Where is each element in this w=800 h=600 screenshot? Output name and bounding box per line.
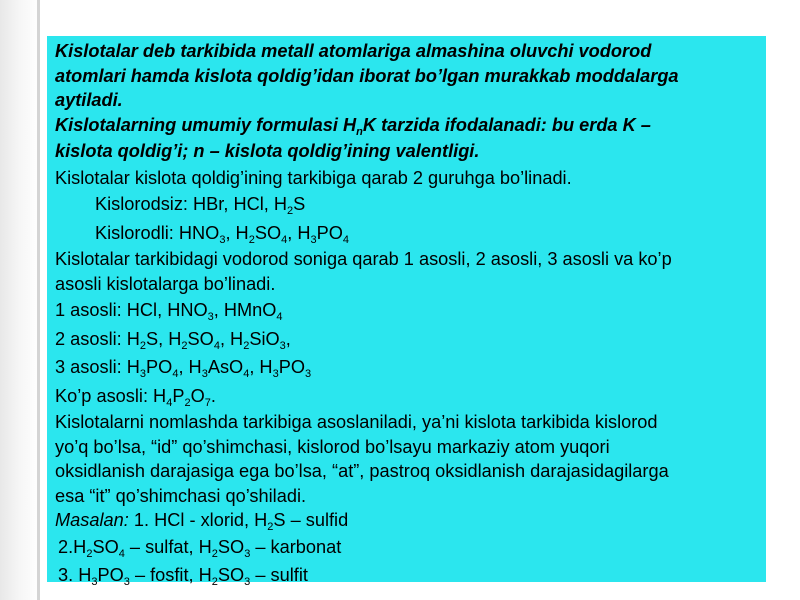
text-part: PO bbox=[316, 222, 343, 243]
oxygenless-acids bbox=[55, 190, 758, 219]
text-part: – sulfit bbox=[250, 565, 308, 585]
text-part: PO bbox=[97, 565, 124, 585]
sub: 3 bbox=[304, 368, 312, 380]
text-part: AsO bbox=[207, 357, 244, 377]
text-part: PO bbox=[278, 357, 305, 377]
sub: 4 bbox=[172, 368, 179, 380]
text-part: S, H bbox=[146, 328, 182, 349]
sub: 2 bbox=[248, 233, 255, 246]
naming-line-2: yo’q bo’lsa, “id” qo’shimchasi, kislorod bo’lsayu markaziy atom yuqori bbox=[55, 436, 610, 457]
sub: 3 bbox=[219, 233, 226, 246]
sub: 7 bbox=[204, 396, 211, 409]
sub: 2 bbox=[184, 396, 191, 409]
sub: 2 bbox=[267, 521, 274, 533]
naming-line-1: Kislotalarni nomlashda tarkibiga asoslaniladi, ya’ni kislota tarkibida kislorod bbox=[55, 412, 658, 432]
sub: 3 bbox=[244, 576, 251, 588]
examples-label: Masalan: bbox=[55, 510, 129, 530]
example-1 bbox=[55, 508, 758, 533]
definition-line-1: Kislotalar deb tarkibida metall atomlariga almashina oluvchi vodorod bbox=[55, 41, 652, 61]
text-part: PO bbox=[146, 357, 173, 377]
sub: 2 bbox=[181, 339, 188, 352]
text-part: SO bbox=[217, 536, 245, 557]
grouping-intro: Kislotalar kislota qoldig’ining tarkibiga qarab 2 guruhga bo’linadi. bbox=[55, 167, 572, 188]
text-part: 2.H bbox=[58, 536, 87, 557]
sub: 3 bbox=[207, 311, 214, 323]
text-part: SiO bbox=[249, 328, 280, 349]
sub: 3 bbox=[91, 576, 98, 588]
sub: 3 bbox=[123, 576, 130, 588]
text-part: , H bbox=[178, 357, 202, 377]
text-part: 1 asosli: HCl, HNO bbox=[55, 300, 208, 320]
text-part: 3 asosli: H bbox=[55, 357, 140, 377]
text-part: , H bbox=[249, 357, 273, 377]
text-part: 2 asosli: H bbox=[55, 328, 140, 349]
sub: 3 bbox=[244, 547, 251, 560]
text-part: P bbox=[172, 385, 185, 406]
left-shade-strip bbox=[0, 0, 40, 600]
polybasic-acids bbox=[55, 382, 758, 411]
sub: 4 bbox=[166, 396, 173, 409]
text-part: – karbonat bbox=[250, 536, 342, 557]
tribasic-acids bbox=[55, 353, 758, 382]
sub: 4 bbox=[213, 339, 220, 352]
text-part: 1. HCl - xlorid, H bbox=[133, 510, 268, 530]
sub: 4 bbox=[342, 233, 349, 246]
oxy-label: Kislorodli: HNO bbox=[95, 222, 220, 243]
text-part: SO bbox=[217, 565, 245, 585]
sub: 2 bbox=[139, 339, 147, 352]
naming-line-4: esa “it” qo’shimchasi qo’shiladi. bbox=[55, 485, 307, 506]
text-part: SO bbox=[187, 328, 214, 349]
text-part: , H bbox=[225, 222, 249, 243]
oxygenless-label: Kislorodsiz: HBr, HCl, H bbox=[95, 194, 288, 214]
formula-suffix: K tarzida ifodalanadi: bu erda K – bbox=[362, 114, 651, 135]
formula-line-1 bbox=[55, 113, 758, 138]
text-part: , H bbox=[219, 328, 244, 349]
text-part: , HMnO bbox=[213, 300, 277, 320]
sub: 2 bbox=[243, 339, 250, 352]
text-panel bbox=[47, 36, 766, 588]
sub: 2 bbox=[86, 547, 93, 560]
text-part: , H bbox=[287, 222, 311, 243]
sub: 4 bbox=[276, 311, 283, 323]
sub: 4 bbox=[118, 547, 125, 560]
sub: 4 bbox=[243, 368, 250, 380]
text-part: – fosfit, H bbox=[129, 565, 212, 585]
sub: 3 bbox=[201, 368, 208, 380]
sub: 3 bbox=[279, 339, 286, 352]
sub: 3 bbox=[139, 368, 147, 380]
sub: 4 bbox=[281, 233, 288, 246]
example-2 bbox=[58, 533, 758, 562]
text-part: – sulfat, H bbox=[124, 536, 212, 557]
definition-line-2: atomlari hamda kislota qoldig’idan iborat bo’lgan murakkab moddalarga bbox=[55, 65, 679, 86]
text-part: SO bbox=[92, 536, 119, 557]
dibasic-acids bbox=[55, 325, 758, 354]
text-part: SO bbox=[254, 222, 282, 243]
oxygen-acids bbox=[55, 219, 758, 248]
text-part: S bbox=[293, 194, 306, 214]
naming-line-3: oksidlanish darajasiga ega bo’lsa, “at”, pastroq oksidlanish darajasidagilarga bbox=[55, 461, 669, 481]
formula-sub: n bbox=[356, 125, 363, 138]
text-part: Ko’p asosli: H bbox=[55, 385, 167, 406]
sub: 3 bbox=[272, 368, 279, 380]
text-part: 3. H bbox=[58, 565, 92, 585]
basicity-intro-2: asosli kislotalarga bo’linadi. bbox=[55, 273, 276, 294]
example-3 bbox=[58, 561, 758, 590]
text-part: O bbox=[190, 385, 205, 406]
sub: 3 bbox=[310, 233, 317, 246]
monobasic-acids bbox=[55, 296, 758, 325]
definition-line-3: aytiladi. bbox=[55, 90, 123, 110]
sub: 2 bbox=[211, 576, 218, 588]
sub: 2 bbox=[287, 205, 294, 217]
basicity-intro-1: Kislotalar tarkibidagi vodorod soniga qarab 1 asosli, 2 asosli, 3 asosli va ko’p bbox=[55, 249, 672, 269]
sub: 2 bbox=[211, 547, 218, 560]
text-part: S – sulfid bbox=[273, 510, 349, 530]
text-part: , bbox=[285, 328, 291, 349]
formula-prefix: Kislotalarning umumiy formulasi H bbox=[55, 114, 357, 135]
text-part: . bbox=[210, 385, 216, 406]
formula-line-2: kislota qoldig’i; n – kislota qoldig’ining valentligi. bbox=[55, 141, 480, 161]
